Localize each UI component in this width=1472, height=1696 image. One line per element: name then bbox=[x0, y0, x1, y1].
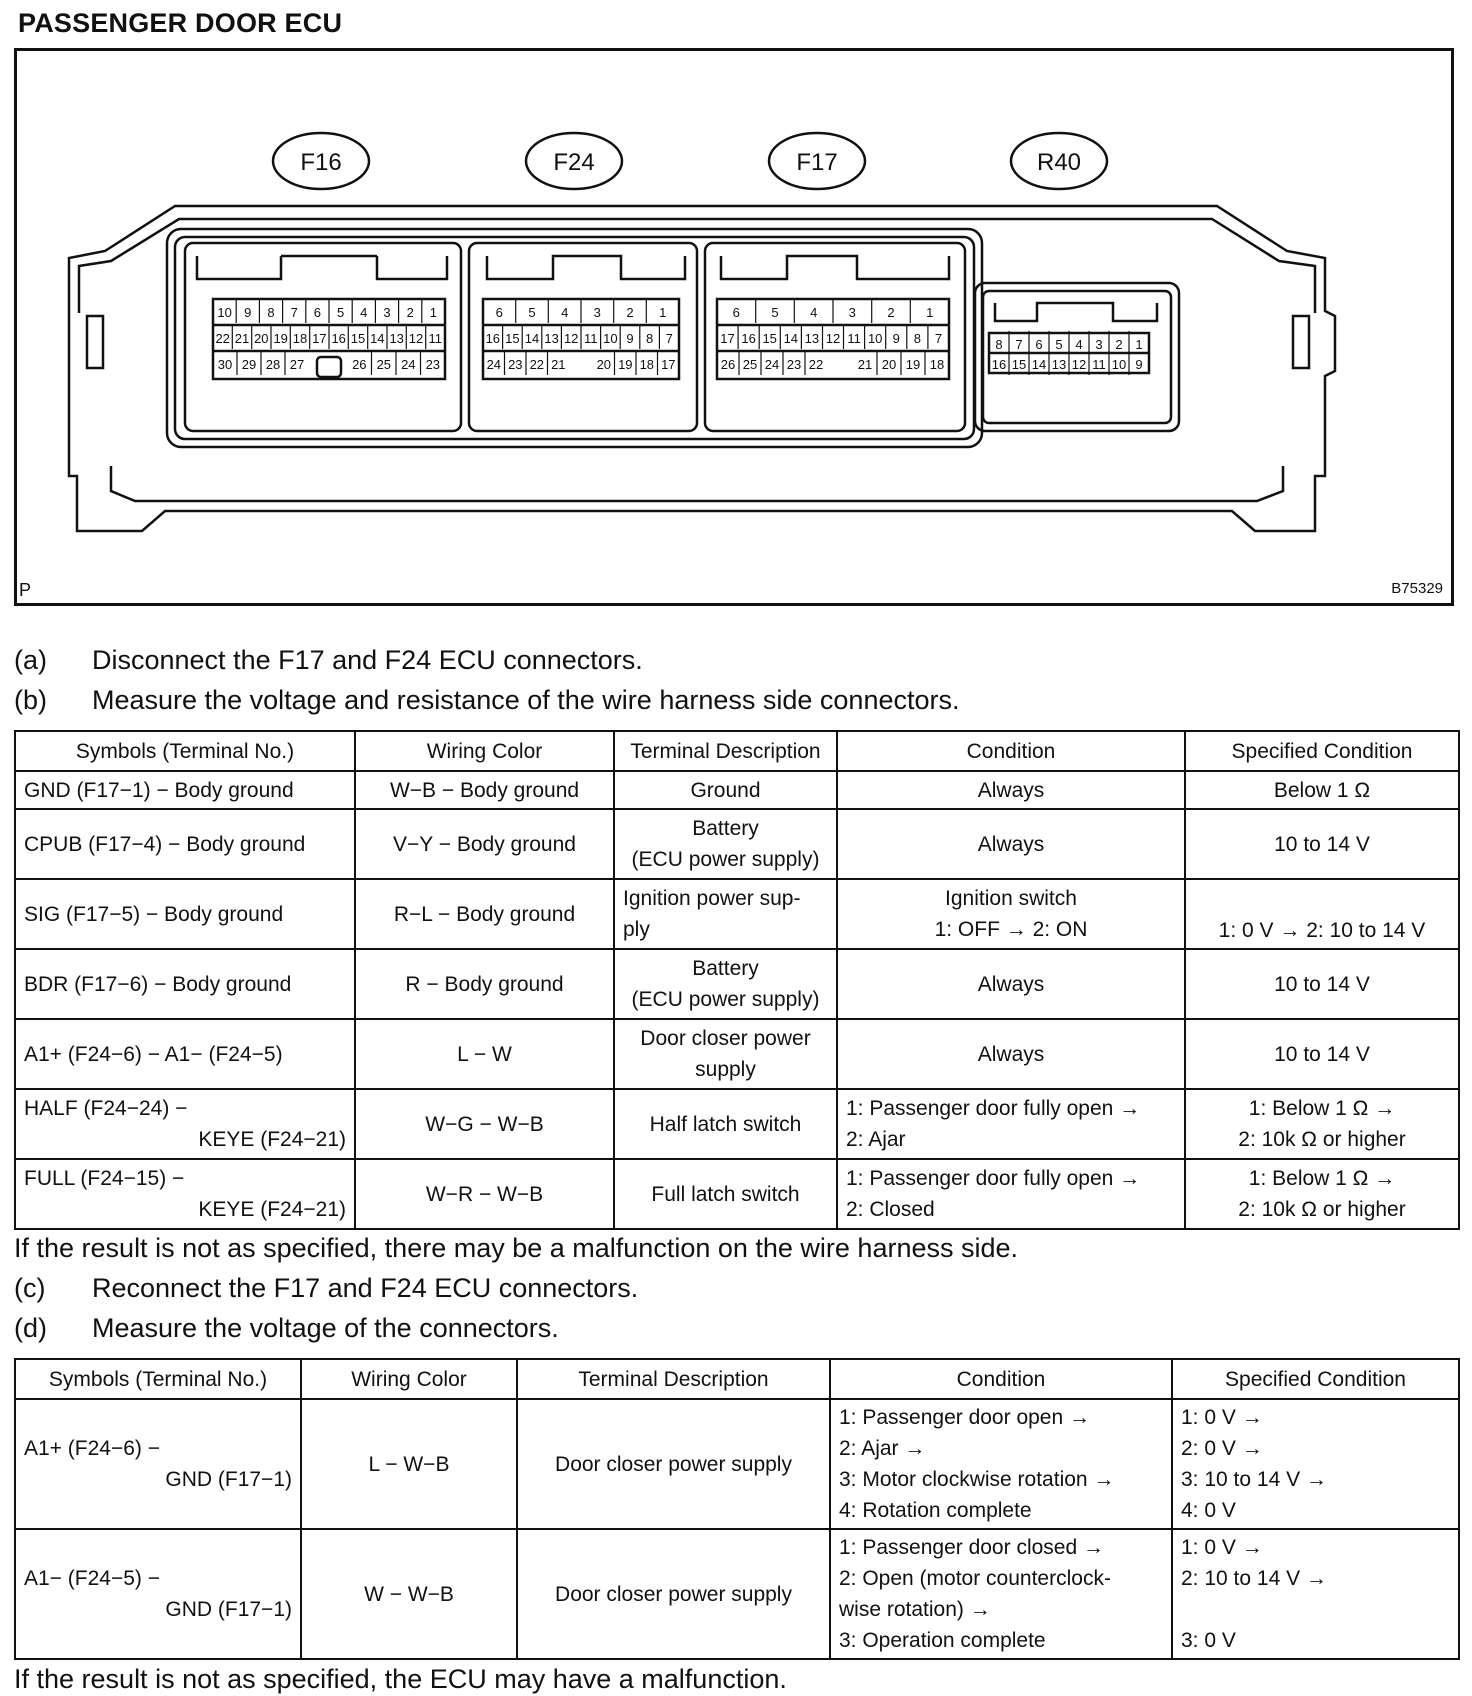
pin-number: 3 bbox=[593, 305, 601, 320]
cell-condition: Always bbox=[837, 1019, 1185, 1089]
pin-number: 9 bbox=[892, 331, 900, 346]
step-c-text: Reconnect the F17 and F24 ECU connectors. bbox=[92, 1273, 639, 1303]
pin-number: 3 bbox=[383, 305, 391, 320]
pin-number: 23 bbox=[786, 357, 802, 372]
connector-label-f17: F17 bbox=[796, 149, 838, 176]
figure-code: B75329 bbox=[1391, 580, 1443, 597]
pin-number: 12 bbox=[825, 331, 841, 346]
cell-symbol: BDR (F17−6) − Body ground bbox=[15, 949, 355, 1019]
cell-symbol-line1: HALF (F24−24) − bbox=[24, 1097, 188, 1120]
pin-number: 15 bbox=[350, 331, 366, 346]
pin-number: 5 bbox=[1055, 337, 1063, 352]
col-header-specified: Specified Condition bbox=[1172, 1359, 1459, 1399]
pin-number: 8 bbox=[267, 305, 275, 320]
cell-description: Door closer power supply bbox=[614, 1019, 837, 1089]
pin-number: 25 bbox=[376, 357, 392, 372]
cell-condition: 1: Passenger door closed → 2: Open (motor counterclock- wise rotation) → 3: Operation complete bbox=[830, 1529, 1172, 1659]
table-row bbox=[15, 1399, 1459, 1529]
cell-symbol: CPUB (F17−4) − Body ground bbox=[15, 809, 355, 879]
figure-corner-label: P bbox=[19, 580, 32, 600]
cell-specified: 1: Below 1 Ω → 2: 10k Ω or higher bbox=[1185, 1159, 1459, 1229]
pin-number: 16 bbox=[485, 331, 501, 346]
col-header-symbols: Symbols (Terminal No.) bbox=[15, 1359, 301, 1399]
connector-label-r40: R40 bbox=[1036, 149, 1082, 176]
cell-symbol-line2: KEYE (F24−21) bbox=[198, 1128, 346, 1151]
pin-number: 23 bbox=[508, 357, 523, 372]
pin-number: 14 bbox=[1031, 357, 1047, 372]
col-header-specified: Specified Condition bbox=[1185, 731, 1459, 771]
cell-wiring: R−L − Body ground bbox=[355, 879, 614, 949]
pin-number: 18 bbox=[292, 331, 308, 346]
pin-number: 12 bbox=[563, 331, 579, 346]
pin-number: 22 bbox=[215, 331, 230, 346]
cell-symbol-line2: GND (F17−1) bbox=[165, 1598, 292, 1621]
cell-symbol: A1+ (F24−6) − A1− (F24−5) bbox=[15, 1019, 355, 1089]
pin-number: 13 bbox=[544, 331, 559, 346]
pin-number: 26 bbox=[352, 357, 367, 372]
step-d-text: Measure the voltage of the connectors. bbox=[92, 1313, 559, 1343]
table-row bbox=[15, 1019, 1459, 1089]
pin-number: 10 bbox=[867, 331, 883, 346]
pin-number: 6 bbox=[1035, 337, 1043, 352]
step-d-label: (d) bbox=[14, 1313, 47, 1343]
col-header-wiring: Wiring Color bbox=[301, 1359, 517, 1399]
cell-description: Door closer power supply bbox=[517, 1399, 830, 1529]
step-c bbox=[14, 1273, 638, 1304]
cell-condition: Ignition switch 1: OFF → 2: ON bbox=[837, 879, 1185, 949]
note-harness-malfunction: If the result is not as specified, there may be a malfunction on the wire harness side. bbox=[14, 1233, 1019, 1263]
pin-number: 2 bbox=[1115, 337, 1123, 352]
pin-number: 19 bbox=[618, 357, 633, 372]
pin-number: 8 bbox=[645, 331, 654, 346]
pin-number: 12 bbox=[1071, 357, 1087, 372]
pin-number: 5 bbox=[336, 305, 345, 320]
cell-symbol bbox=[15, 1089, 355, 1159]
step-c-label: (c) bbox=[14, 1273, 46, 1303]
pin-number: 14 bbox=[370, 331, 385, 346]
pin-number: 1 bbox=[926, 305, 934, 320]
connector-label-f16: F16 bbox=[300, 149, 342, 176]
cell-wiring: V−Y − Body ground bbox=[355, 809, 614, 879]
cell-wiring: R − Body ground bbox=[355, 949, 614, 1019]
pin-number: 25 bbox=[742, 357, 758, 372]
pin-number: 2 bbox=[626, 305, 634, 320]
pin-number: 28 bbox=[265, 357, 281, 372]
pin-number: 5 bbox=[528, 305, 536, 320]
cell-specified: 10 to 14 V bbox=[1185, 1019, 1459, 1089]
cell-description: Ignition power sup- ply bbox=[614, 879, 837, 949]
step-a-text: Disconnect the F17 and F24 ECU connectors. bbox=[92, 645, 643, 675]
cell-symbol: SIG (F17−5) − Body ground bbox=[15, 879, 355, 949]
cell-symbol-line2: GND (F17−1) bbox=[165, 1468, 292, 1491]
pin-number: 1 bbox=[659, 305, 667, 320]
pin-number: 13 bbox=[389, 331, 404, 346]
pin-number: 10 bbox=[1111, 357, 1127, 372]
pin-number: 13 bbox=[1051, 357, 1067, 372]
pin-number: 2 bbox=[406, 305, 414, 320]
pin-number: 3 bbox=[848, 305, 856, 320]
pin-number: 4 bbox=[360, 305, 368, 320]
pin-number: 3 bbox=[1095, 337, 1103, 352]
cell-description: Half latch switch bbox=[614, 1089, 837, 1159]
step-a bbox=[14, 645, 643, 676]
pin-number: 9 bbox=[244, 305, 252, 320]
pin-number: 6 bbox=[495, 305, 503, 320]
pin-number: 7 bbox=[290, 305, 298, 320]
ecu-illustration bbox=[17, 51, 1451, 603]
pin-number: 1 bbox=[429, 305, 438, 320]
table-row bbox=[15, 879, 1459, 949]
col-header-description: Terminal Description bbox=[517, 1359, 830, 1399]
pin-number: 21 bbox=[857, 357, 873, 372]
table-row bbox=[15, 1089, 1459, 1159]
col-header-description: Terminal Description bbox=[614, 731, 837, 771]
cell-symbol bbox=[15, 1399, 301, 1529]
cell-symbol bbox=[15, 1159, 355, 1229]
pin-number: 2 bbox=[887, 305, 895, 320]
table-row bbox=[15, 1159, 1459, 1229]
cell-symbol-line1: A1+ (F24−6) − bbox=[24, 1437, 160, 1460]
pin-number: 30 bbox=[217, 357, 233, 372]
cell-condition: Always bbox=[837, 809, 1185, 879]
cell-specified: 1: Below 1 Ω → 2: 10k Ω or higher bbox=[1185, 1089, 1459, 1159]
ecu-connector-diagram bbox=[14, 48, 1454, 606]
pin-number: 14 bbox=[783, 331, 799, 346]
cell-condition: 1: Passenger door fully open → 2: Closed bbox=[837, 1159, 1185, 1229]
connector-label-f24: F24 bbox=[553, 149, 595, 176]
pin-number: 8 bbox=[995, 337, 1003, 352]
col-header-condition: Condition bbox=[837, 731, 1185, 771]
pin-number: 7 bbox=[934, 331, 943, 346]
pin-number: 4 bbox=[561, 305, 569, 320]
cell-wiring: L − W bbox=[355, 1019, 614, 1089]
cell-specified: 10 to 14 V bbox=[1185, 949, 1459, 1019]
pin-number: 15 bbox=[505, 331, 520, 346]
pin-number: 7 bbox=[1015, 337, 1023, 352]
col-header-wiring: Wiring Color bbox=[355, 731, 614, 771]
pin-number: 11 bbox=[428, 331, 443, 346]
cell-condition: 1: Passenger door fully open → 2: Ajar bbox=[837, 1089, 1185, 1159]
cell-symbol-line2: KEYE (F24−21) bbox=[198, 1198, 346, 1221]
harness-side-table bbox=[14, 730, 1460, 1230]
cell-description: Door closer power supply bbox=[517, 1529, 830, 1659]
step-a-label: (a) bbox=[14, 645, 47, 675]
pin-number: 23 bbox=[425, 357, 441, 372]
pin-number: 24 bbox=[764, 357, 780, 372]
pin-number: 19 bbox=[273, 331, 288, 346]
pin-number: 17 bbox=[661, 357, 676, 372]
table-row bbox=[15, 809, 1459, 879]
pin-number: 10 bbox=[217, 305, 232, 320]
pin-number: 4 bbox=[810, 305, 818, 320]
pin-number: 9 bbox=[626, 331, 634, 346]
cell-symbol-line1: FULL (F24−15) − bbox=[24, 1167, 185, 1190]
cell-symbol bbox=[15, 1529, 301, 1659]
cell-condition: 1: Passenger door open → 2: Ajar → 3: Motor clockwise rotation → 4: Rotation complete bbox=[830, 1399, 1172, 1529]
pin-number: 16 bbox=[331, 331, 346, 346]
pin-number: 20 bbox=[596, 357, 612, 372]
pin-number: 15 bbox=[762, 331, 777, 346]
cell-specified: 1: 0 V → 2: 10 to 14 V bbox=[1185, 879, 1459, 949]
pin-number: 16 bbox=[741, 331, 756, 346]
pin-number: 24 bbox=[401, 357, 416, 372]
table-header-row bbox=[15, 1359, 1459, 1399]
table-row bbox=[15, 949, 1459, 1019]
connector-voltage-table bbox=[14, 1358, 1460, 1660]
pin-number: 5 bbox=[771, 305, 779, 320]
pin-number: 13 bbox=[804, 331, 820, 346]
pin-number: 1 bbox=[1135, 337, 1143, 352]
cell-description: Ground bbox=[614, 771, 837, 809]
pin-number: 11 bbox=[1092, 357, 1106, 372]
page-title: PASSENGER DOOR ECU bbox=[18, 8, 343, 38]
cell-wiring: W−B − Body ground bbox=[355, 771, 614, 809]
note-ecu-malfunction: If the result is not as specified, the ECU may have a malfunction. bbox=[14, 1664, 787, 1694]
table-header-row bbox=[15, 731, 1459, 771]
step-b-text: Measure the voltage and resistance of the wire harness side connectors. bbox=[92, 685, 960, 715]
cell-wiring: W−R − W−B bbox=[355, 1159, 614, 1229]
table-row bbox=[15, 771, 1459, 809]
cell-condition: Always bbox=[837, 771, 1185, 809]
pin-number: 20 bbox=[254, 331, 269, 346]
cell-specified: 1: 0 V → 2: 10 to 14 V → 3: 0 V bbox=[1172, 1529, 1459, 1659]
pin-number: 29 bbox=[241, 357, 257, 372]
pin-number: 11 bbox=[847, 331, 861, 346]
pin-number: 15 bbox=[1011, 357, 1027, 372]
pin-number: 4 bbox=[1075, 337, 1083, 352]
pin-number: 27 bbox=[289, 357, 305, 372]
pin-number: 7 bbox=[665, 331, 673, 346]
pin-number: 10 bbox=[603, 331, 618, 346]
pin-number: 18 bbox=[639, 357, 655, 372]
pin-number: 22 bbox=[808, 357, 824, 372]
pin-number: 6 bbox=[732, 305, 740, 320]
pin-number: 24 bbox=[486, 357, 502, 372]
step-b-label: (b) bbox=[14, 685, 47, 715]
pin-number: 19 bbox=[905, 357, 921, 372]
cell-description: Battery (ECU power supply) bbox=[614, 809, 837, 879]
pin-number: 17 bbox=[720, 331, 735, 346]
cell-wiring: W − W−B bbox=[301, 1529, 517, 1659]
cell-wiring: W−G − W−B bbox=[355, 1089, 614, 1159]
cell-condition: Always bbox=[837, 949, 1185, 1019]
cell-specified: 10 to 14 V bbox=[1185, 809, 1459, 879]
pin-number: 8 bbox=[913, 331, 922, 346]
cell-description: Battery (ECU power supply) bbox=[614, 949, 837, 1019]
pin-number: 9 bbox=[1135, 357, 1143, 372]
pin-number: 6 bbox=[313, 305, 322, 320]
pin-number: 21 bbox=[234, 331, 250, 346]
cell-wiring: L − W−B bbox=[301, 1399, 517, 1529]
pin-number: 26 bbox=[720, 357, 736, 372]
col-header-condition: Condition bbox=[830, 1359, 1172, 1399]
pin-number: 21 bbox=[551, 357, 566, 372]
cell-specified: 1: 0 V → 2: 0 V → 3: 10 to 14 V → 4: 0 V bbox=[1172, 1399, 1459, 1529]
step-d bbox=[14, 1313, 559, 1344]
pin-number: 16 bbox=[991, 357, 1007, 372]
step-b bbox=[14, 685, 959, 716]
pin-number: 11 bbox=[584, 331, 598, 346]
pin-number: 18 bbox=[929, 357, 945, 372]
cell-description: Full latch switch bbox=[614, 1159, 837, 1229]
cell-symbol: GND (F17−1) − Body ground bbox=[15, 771, 355, 809]
pin-number: 17 bbox=[312, 331, 327, 346]
pin-number: 14 bbox=[524, 331, 540, 346]
pin-number: 22 bbox=[529, 357, 545, 372]
pin-number: 20 bbox=[881, 357, 897, 372]
cell-symbol-line1: A1− (F24−5) − bbox=[24, 1567, 160, 1590]
cell-specified: Below 1 Ω bbox=[1185, 771, 1459, 809]
pin-number: 12 bbox=[408, 331, 424, 346]
table-row bbox=[15, 1529, 1459, 1659]
col-header-symbols: Symbols (Terminal No.) bbox=[15, 731, 355, 771]
